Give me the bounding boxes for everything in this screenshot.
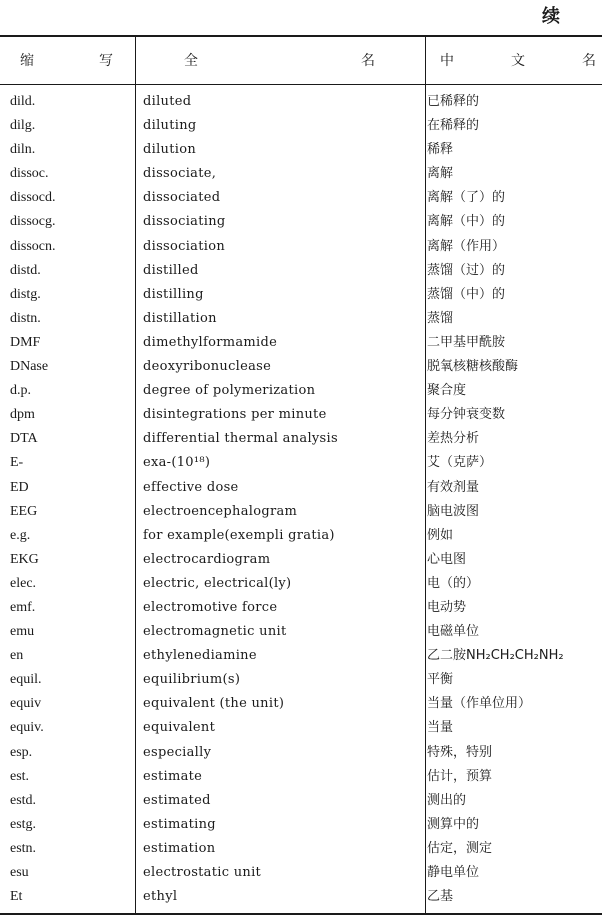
- chinese-name-cell: 电动势: [427, 599, 467, 615]
- header-char: 名: [361, 53, 375, 69]
- continued-label: 续: [542, 6, 560, 27]
- header-char: 中: [440, 53, 454, 69]
- table-row: [0, 837, 602, 861]
- abbreviation-cell: dissoc.: [10, 166, 49, 182]
- full-name-cell: diluting: [143, 118, 197, 134]
- full-name-cell: estimated: [143, 792, 211, 808]
- full-name-cell: disintegrations per minute: [143, 407, 327, 423]
- full-name-cell: estimation: [143, 840, 216, 856]
- full-name-cell: especially: [143, 744, 212, 760]
- full-name-cell: effective dose: [143, 479, 239, 495]
- table-row: [0, 668, 602, 692]
- chinese-name-cell: 蒸馏（中）的: [427, 286, 506, 302]
- header-chinese-name: [426, 36, 602, 84]
- abbreviation-cell: dissocn.: [10, 238, 56, 254]
- abbreviation-cell: esu: [10, 865, 29, 880]
- full-name-cell: dissociated: [143, 190, 221, 206]
- chinese-name-cell: 蒸馏: [427, 310, 454, 326]
- header-char: 缩: [20, 53, 34, 69]
- chinese-name-cell: 电（的）: [427, 575, 480, 591]
- table-row: [0, 210, 602, 234]
- header-full-name: [136, 36, 425, 84]
- abbreviation-cell: E-: [10, 455, 24, 471]
- abbreviation-cell: EEG: [10, 503, 38, 519]
- full-name-cell: estimate: [143, 768, 203, 784]
- abbreviation-cell: estn.: [10, 840, 37, 856]
- table-row: [0, 692, 602, 716]
- abbreviation-cell: equiv: [10, 696, 42, 712]
- table-bottom-rule: [0, 913, 602, 915]
- full-name-cell: distilling: [143, 286, 204, 302]
- chinese-name-cell: 离解（中）的: [427, 214, 506, 230]
- chinese-name-cell: 乙基: [427, 889, 454, 905]
- chinese-name-cell: 估计，预算: [427, 768, 493, 784]
- abbreviation-cell: dpm: [10, 407, 35, 423]
- abbreviation-cell: ED: [10, 479, 29, 495]
- full-name-cell: electrocardiogram: [143, 551, 271, 567]
- table-row: [0, 259, 602, 283]
- chinese-name-cell: 离解（作用）: [427, 238, 506, 254]
- chinese-name-cell: 乙二胺NH₂CH₂CH₂NH₂: [427, 648, 564, 664]
- table-row: [0, 500, 602, 524]
- abbreviation-cell: Et: [10, 889, 23, 905]
- abbreviation-cell: dilg.: [10, 118, 36, 134]
- full-name-cell: electromotive force: [143, 599, 278, 615]
- header-char: 名: [582, 53, 596, 69]
- chinese-name-cell: 稀释: [427, 142, 454, 158]
- chinese-name-cell: 蒸馏（过）的: [427, 262, 506, 278]
- chinese-name-cell: 当量: [427, 720, 454, 736]
- abbreviation-cell: dild.: [10, 94, 36, 109]
- chinese-name-cell: 电磁单位: [427, 624, 480, 640]
- abbreviation-cell: estd.: [10, 792, 37, 808]
- chinese-name-cell: 静电单位: [427, 865, 480, 880]
- full-name-cell: electrostatic unit: [143, 865, 262, 880]
- chinese-name-cell: 有效剂量: [427, 479, 480, 495]
- header-char: 写: [99, 53, 113, 69]
- full-name-cell: dissociate,: [143, 166, 217, 182]
- abbreviation-cell: elec.: [10, 575, 37, 591]
- full-name-cell: dimethylformamide: [143, 334, 278, 350]
- table-row: [0, 331, 602, 355]
- abbreviation-cell: e.g.: [10, 527, 31, 543]
- full-name-cell: degree of polymerization: [143, 383, 316, 399]
- chinese-name-cell: 艾（克萨）: [427, 455, 493, 471]
- full-name-cell: equilibrium(s): [143, 672, 241, 688]
- full-name-cell: distilled: [143, 262, 199, 278]
- table-row: [0, 283, 602, 307]
- abbreviation-cell: esp.: [10, 744, 33, 760]
- chinese-name-cell: 每分钟衰变数: [427, 407, 506, 423]
- abbreviation-cell: emf.: [10, 599, 36, 615]
- chinese-name-cell: 差热分析: [427, 431, 480, 447]
- table-row: [0, 620, 602, 644]
- table-row: [0, 741, 602, 765]
- table-row: [0, 789, 602, 813]
- table-row: [0, 813, 602, 837]
- table-row: [0, 861, 602, 885]
- full-name-cell: deoxyribonuclease: [143, 359, 272, 375]
- abbreviation-cell: dissocg.: [10, 214, 56, 230]
- full-name-cell: electroencephalogram: [143, 503, 298, 519]
- full-name-cell: diluted: [143, 94, 192, 109]
- abbreviation-cell: equiv.: [10, 720, 44, 736]
- chinese-name-cell: 已稀释的: [427, 94, 480, 109]
- full-name-cell: dissociating: [143, 214, 226, 230]
- abbreviation-cell: distg.: [10, 286, 41, 302]
- table-row: [0, 138, 602, 162]
- abbreviation-cell: DNase: [10, 359, 49, 375]
- table-row: [0, 307, 602, 331]
- table-row: [0, 716, 602, 740]
- abbreviation-cell: estg.: [10, 816, 37, 832]
- header-rule: [0, 84, 602, 85]
- abbreviation-cell: est.: [10, 768, 30, 784]
- table-row: [0, 524, 602, 548]
- header-char: 文: [511, 53, 525, 69]
- table-row: [0, 162, 602, 186]
- table-body: [0, 90, 602, 909]
- table-row: [0, 451, 602, 475]
- table-row: [0, 572, 602, 596]
- chinese-name-cell: 特殊，特别: [427, 744, 493, 760]
- header-abbreviation: [0, 36, 135, 84]
- table-row: [0, 548, 602, 572]
- abbreviation-cell: equil.: [10, 672, 42, 688]
- chinese-name-cell: 平衡: [427, 672, 454, 688]
- abbreviation-cell: diln.: [10, 142, 36, 158]
- chinese-name-cell: 例如: [427, 527, 454, 543]
- chinese-name-cell: 脱氧核糖核酸酶: [427, 359, 519, 375]
- full-name-cell: ethylenediamine: [143, 648, 257, 664]
- chinese-name-cell: 聚合度: [427, 383, 467, 399]
- full-name-cell: exa-(10¹⁸): [143, 455, 211, 471]
- abbreviation-cell: d.p.: [10, 383, 31, 399]
- abbreviation-cell: emu: [10, 624, 35, 640]
- table-row: [0, 403, 602, 427]
- chinese-name-cell: 离解: [427, 166, 454, 182]
- abbreviation-cell: dissocd.: [10, 190, 56, 206]
- full-name-cell: differential thermal analysis: [143, 431, 338, 447]
- table-row: [0, 644, 602, 668]
- abbreviation-cell: DTA: [10, 431, 38, 447]
- chinese-name-cell: 脑电波图: [427, 503, 480, 519]
- chinese-name-cell: 测出的: [427, 792, 467, 808]
- table-row: [0, 90, 602, 114]
- table-row: [0, 476, 602, 500]
- full-name-cell: dissociation: [143, 238, 226, 254]
- full-name-cell: electric, electrical(ly): [143, 575, 292, 591]
- table-row: [0, 427, 602, 451]
- abbreviation-cell: DMF: [10, 334, 41, 350]
- table-row: [0, 355, 602, 379]
- table-row: [0, 379, 602, 403]
- full-name-cell: distillation: [143, 310, 217, 326]
- full-name-cell: for example(exempli gratia): [143, 527, 335, 543]
- table-row: [0, 114, 602, 138]
- chinese-name-cell: 测算中的: [427, 816, 480, 832]
- full-name-cell: equivalent: [143, 720, 216, 736]
- full-name-cell: estimating: [143, 816, 216, 832]
- chinese-name-cell: 在稀释的: [427, 118, 480, 134]
- chinese-name-cell: 离解（了）的: [427, 190, 506, 206]
- table-row: [0, 765, 602, 789]
- full-name-cell: electromagnetic unit: [143, 624, 287, 640]
- table-row: [0, 235, 602, 259]
- table-row: [0, 186, 602, 210]
- full-name-cell: dilution: [143, 142, 196, 158]
- header-char: 全: [184, 53, 198, 69]
- chinese-name-cell: 二甲基甲酰胺: [427, 334, 506, 350]
- table-row: [0, 885, 602, 909]
- chinese-name-cell: 估定，测定: [427, 840, 493, 856]
- abbreviation-cell: EKG: [10, 551, 39, 567]
- chinese-name-cell: 心电图: [427, 551, 467, 567]
- table-row: [0, 596, 602, 620]
- abbreviation-cell: en: [10, 648, 24, 664]
- abbreviation-cell: distd.: [10, 262, 41, 278]
- chinese-name-cell: 当量（作单位用）: [427, 696, 532, 712]
- full-name-cell: ethyl: [143, 889, 178, 905]
- full-name-cell: equivalent (the unit): [143, 696, 285, 712]
- abbreviation-cell: distn.: [10, 310, 41, 326]
